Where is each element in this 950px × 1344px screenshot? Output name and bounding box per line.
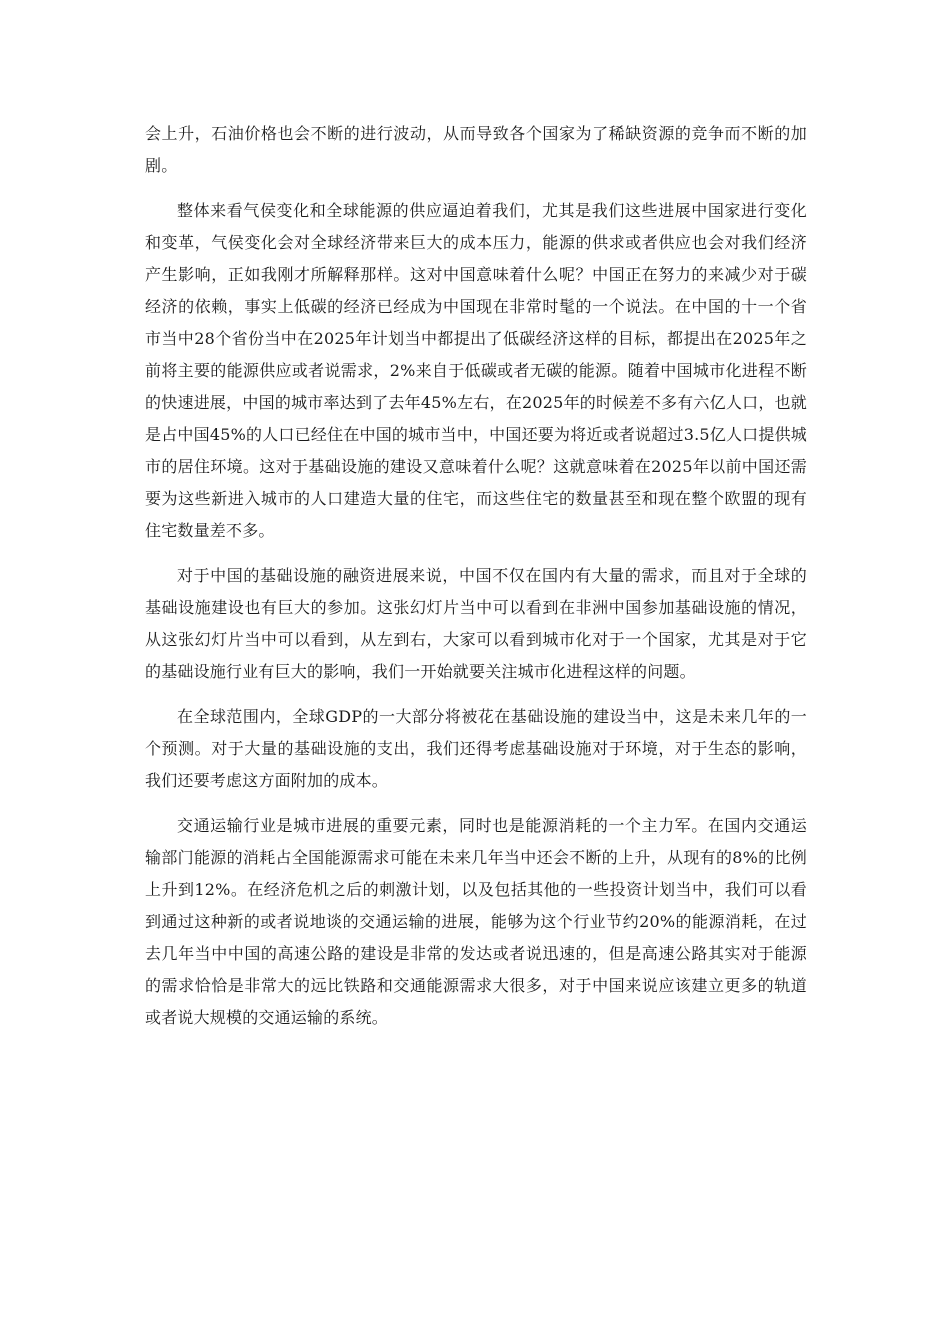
paragraph-infrastructure-financing: 对于中国的基础设施的融资进展来说，中国不仅在国内有大量的需求，而且对于全球的基础设施建设也有巨大的参加。这张幻灯片当中可以看到在非洲中国参加基础设施的情况，从这张幻灯片当中可以看到，从左到右，大家可以看到城市化对于一个国家，尤其是对于它的基础设施行业有巨大的影响，我们一开始就要关注城市化进程这样的问题。 <box>145 566 807 681</box>
paragraph-climate-energy: 整体来看气侯变化和全球能源的供应逼迫着我们，尤其是我们这些进展中国家进行变化和变革，气侯变化会对全球经济带来巨大的成本压力，能源的供求或者供应也会对我们经济产生影响，正如我刚才所解释那样。这对中国意味着什么呢？中国正在努力的来减少对于碳经济的依赖，事实上低碳的经济已经成为中国现在非常时髦的一个说法。在中国的十一个省市当中28个省份当中在2025年计划当中都提出了低碳经济这样的目标，都提出在2025年之前将主要的能源供应或者说需求，2%来自于低碳或者无碳的能源。随着中国城市化进程不断的快速进展，中国的城市率达到了去年45%左右，在2025年的时候差不多有六亿人口，也就是占中国45%的人口已经住在中国的城市当中，中国还要为将近或者说超过3.5亿人口提供城市的居住环境。这对于基础设施的建设又意味着什么呢？这就意味着在2025年以前中国还需要为这些新进入城市的人口建造大量的住宅，而这些住宅的数量甚至和现在整个欧盟的现有住宅数量差不多。 <box>145 201 807 540</box>
document-page <box>145 118 807 1047</box>
paragraph-transportation: 交通运输行业是城市进展的重要元素，同时也是能源消耗的一个主力军。在国内交通运输部门能源的消耗占全国能源需求可能在未来几年当中还会不断的上升，从现有的8%的比例上升到12%。在经济危机之后的刺激计划，以及包括其他的一些投资计划当中，我们可以看到通过这种新的或者说地谈的交通运输的进展，能够为这个行业节约20%的能源消耗，在过去几年当中中国的高速公路的建设是非常的发达或者说迅速的，但是高速公路其实对于能源的需求恰恰是非常大的远比铁路和交通能源需求大很多，对于中国来说应该建立更多的轨道或者说大规模的交通运输的系统。 <box>145 816 807 1027</box>
paragraph-continuation: 会上升，石油价格也会不断的进行波动，从而导致各个国家为了稀缺资源的竞争而不断的加剧。 <box>145 124 807 175</box>
paragraph-global-gdp: 在全球范围内，全球GDP的一大部分将被花在基础设施的建设当中，这是未来几年的一个预测。对于大量的基础设施的支出，我们还得考虑基础设施对于环境，对于生态的影响，我们还要考虑这方面附加的成本。 <box>145 707 807 790</box>
